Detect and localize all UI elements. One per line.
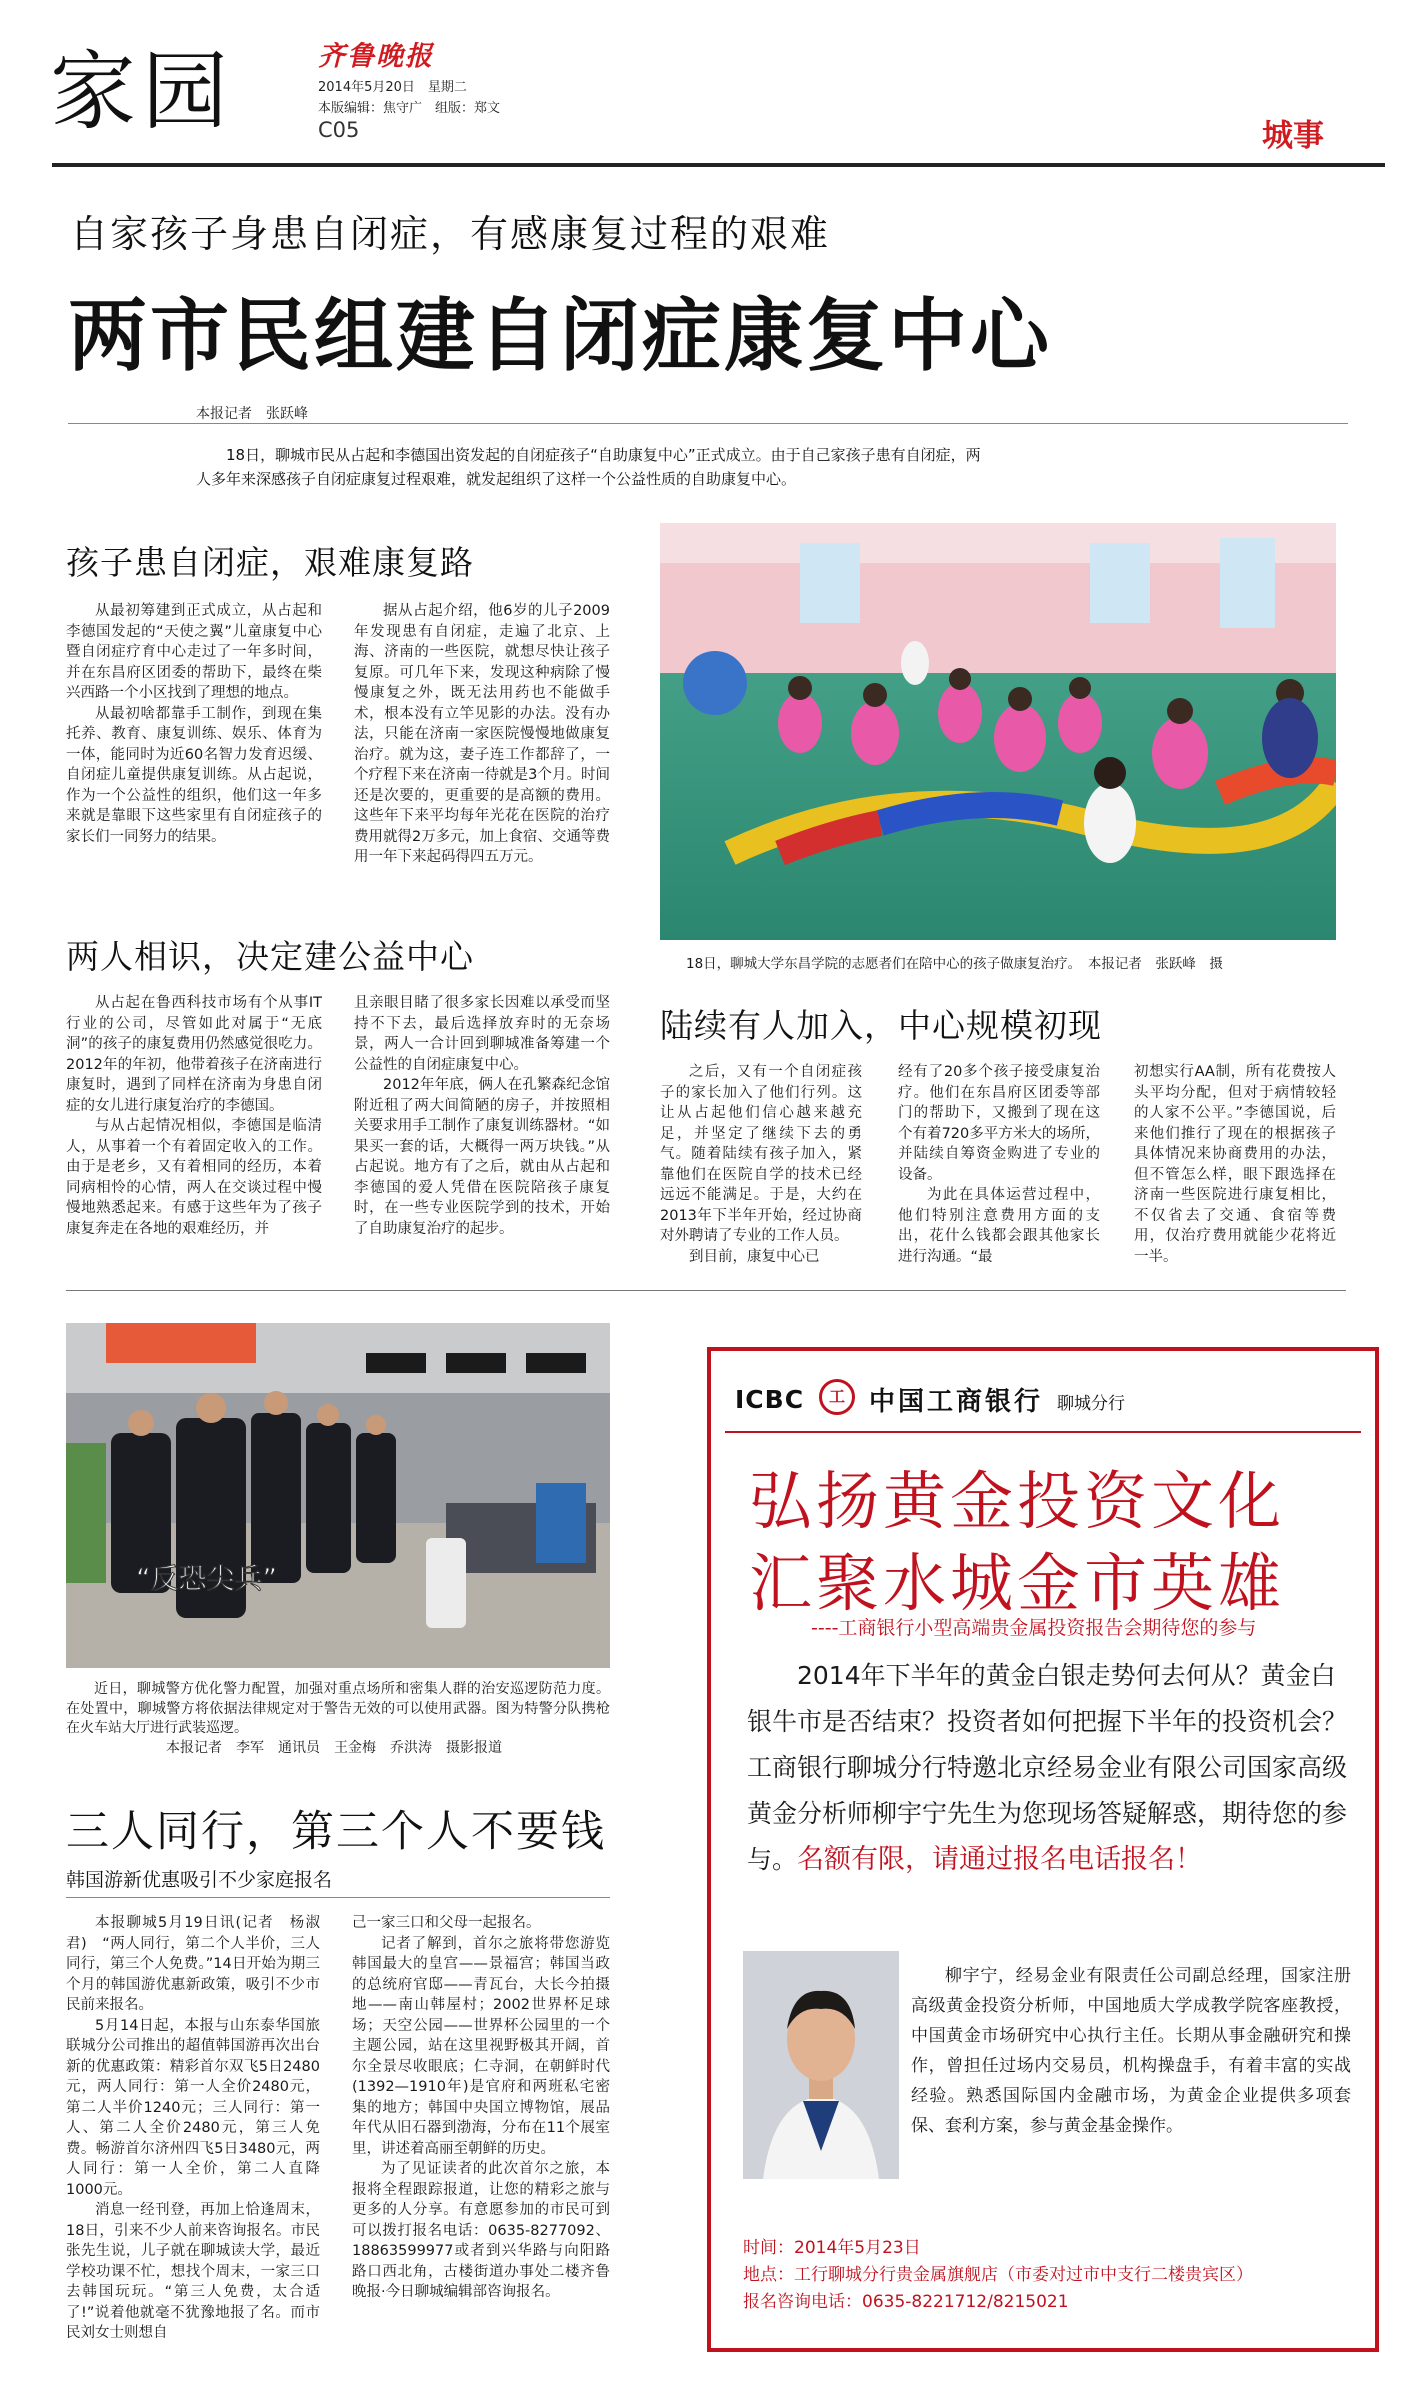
ad-title-1: 弘扬黄金投资文化 (749, 1465, 1285, 1538)
icbc-ad (707, 1347, 1379, 2352)
sub2-col-1 (66, 993, 322, 1239)
sub1-col-2 (354, 601, 610, 868)
event-info (743, 2235, 1373, 2316)
weekday-text: 星期二 (427, 80, 467, 95)
paper-logo: 齐鲁晚报 (318, 41, 434, 72)
paragraph: 为了见证读者的此次首尔之旅，本报将全程跟踪报道，让您的精彩之旅与更多的人分享。有意愿参加的市民可到可以拨打报名电话：0635-8277092、18863599977或者到兴华路与向阳路路口西北角，古楼街道办事处二楼齐鲁晚报·今日聊城编辑部咨询报名。 (352, 2161, 610, 2300)
paragraph: 初想实行AA制，所有花费按人头平均分配，但对于病情较轻的人家不公平。”李德国说，后来他们推行了现在的根据孩子具体情况来协商费用的办法，但不管怎么样，眼下跟选择在济南一些医院进行康复相比，不仅省去了交通、食宿等费用，仅治疗费用就能少花将近一半。 (1134, 1064, 1336, 1265)
speaker-portrait (743, 1951, 899, 2179)
subhead-1: 孩子患自闭症，艰难康复路 (66, 543, 474, 582)
photo-illustration (660, 523, 1336, 940)
column-tag: 城事 (1262, 118, 1324, 154)
paragraph: 之后，又有一个自闭症孩子的家长加入了他们行列。这让从占起他们信心越来越充足，并坚定了继续下去的勇气。随着陆续有孩子加入，紧靠他们在医院自学的技术已经远远不能满足。于是，大约在2013年下半年开始，经过协商对外聘请了专业的工作人员。 (660, 1064, 862, 1244)
ad-body-highlight: 名额有限，请通过报名电话报名！ (797, 1844, 1203, 1875)
mid-rule (66, 1290, 1346, 1291)
article1-headline: 两市民组建自闭症康复中心 (68, 290, 1052, 382)
antiterror-caption (66, 1680, 610, 1758)
photo-overlay-title: “反恐尖兵” (136, 1562, 278, 1595)
antiterror-caption-text: 近日，聊城警方优化警力配置，加强对重点场所和密集人群的治安巡逻防范力度。在处置中，聊城警方将依据法律规定对于警告无效的可以使用武器。图为特警分队携枪在火车站大厅进行武装巡逻。 (66, 1681, 610, 1736)
article2-rule (66, 1897, 610, 1898)
paragraph: 据从占起介绍，他6岁的儿子2009年发现患有自闭症，走遍了北京、上海、济南的一些医院，就想尽快让孩子复原。可几年下来，发现这种病除了慢慢康复之外，既无法用药也不能做手术，根本没有立竿见影的办法。没有办法，只能在济南一家医院慢慢地做康复治疗。就为这，妻子连工作都辞了，一个疗程下来在济南一待就是3个月。时间还是次要的，更重要的是高额的费用。这些年下来平均每年光花在医院的治疗费用就得2万多元，加上食宿、交通等费用一年下来起码得四五万元。 (354, 603, 610, 865)
paragraph: 经有了20多个孩子接受康复治疗。他们在东昌府区团委等部门的帮助下，又搬到了现在这个有着720多平方米大的场所，并陆续自筹资金购进了专业的设备。 (898, 1064, 1100, 1183)
ad-body (747, 1653, 1347, 1883)
icbc-logo: ICBC (735, 1385, 805, 1414)
antiterror-credit: 本报记者 李军 通讯员 王金梅 乔洪涛 摄影报道 (166, 1739, 502, 1756)
paragraph: 消息一经刊登，再加上恰逢周末，18日，引来不少人前来咨询报名。市民张先生说，儿子就在聊城读大学，最近学校功课不忙，想找个周末，一家三口去韩国玩玩。“第三人免费，太合适了!”说着他就毫不犹豫地报了名。而市民刘女士则想自 (66, 2202, 320, 2341)
paragraph: 为此在具体运营过程中，他们特别注意费用方面的支出，花什么钱都会跟其他家长进行沟通。“最 (898, 1187, 1100, 1265)
sub1-col-1 (66, 601, 322, 847)
article2-col-2 (352, 1913, 610, 2303)
page-number: C05 (318, 118, 360, 142)
subhead-2: 两人相识，决定建公益中心 (66, 937, 474, 976)
antiterror-illustration (66, 1323, 610, 1668)
paragraph: 从占起在鲁西科技市场有个从事IT行业的公司，尽管如此对属于“无底洞”的孩子的康复费用仍然感觉很吃力。2012年的年初，他带着孩子在济南进行康复时，遇到了同样在济南为身患自闭症的女儿进行康复治疗的李德国。 (66, 995, 322, 1114)
event-venue: 地点：工行聊城分行贵金属旗舰店（市委对过市中支行二楼贵宾区） (743, 2265, 1253, 2285)
ad-header-rule (725, 1431, 1361, 1433)
sub2-col-2 (354, 993, 610, 1239)
paragraph: 从最初啥都靠手工制作，到现在集托养、教育、康复训练、娱乐、体育为一体，能同时为近60名智力发育迟缓、自闭症儿童提供康复训练。从占起说，作为一个公益性的组织，他们这一年多来就是靠眼下这些家里有自闭症孩子的家长们一同努力的结果。 (66, 705, 322, 845)
article2-headline: 三人同行，第三个人不要钱 (66, 1807, 606, 1857)
event-phone: 报名咨询电话：0635-8221712/8215021 (743, 2292, 1069, 2312)
subhead-3: 陆续有人加入，中心规模初现 (660, 1006, 1102, 1045)
paragraph: 己一家三口和父母一起报名。 (352, 1915, 541, 1931)
headline-rule (68, 423, 1348, 424)
bank-name: 中国工商银行 (869, 1387, 1044, 1417)
speaker-bio: 柳宇宁，经易金业有限责任公司副总经理，国家注册高级黄金投资分析师，中国地质大学成教学院客座教授，中国黄金市场研究中心执行主任。长期从事金融研究和操作，曾担任过场内交易员，机构操盘手，有着丰富的实战经验。熟悉国际国内金融市场，为黄金企业提供多项套保、套利方案，参与黄金基金操作。 (911, 1966, 1351, 2136)
masthead-rule (52, 163, 1385, 167)
paragraph: 2012年年底，俩人在孔繁森纪念馆附近租了两大间简陋的房子，并按照相关要求用手工制作了康复训练器材。“如果买一套的话，大概得一两万块钱。”从占起说。地方有了之后，就由从占起和李德国的爱人凭借在医院陪孩子康复时，在一些专业医院学到的技术，开始了自助康复治疗的起步。 (354, 1077, 610, 1237)
ad-title-2: 汇聚水城金市英雄 (749, 1547, 1285, 1620)
paragraph: 与从占起情况相似，李德国是临清人，从事着一个有着固定收入的工作。由于是老乡，又有着相同的经历，本着同病相怜的心情，两人在交谈过程中慢慢地熟悉起来。有感于这些年为了孩子康复奔走在各地的艰难经历，并 (66, 1118, 322, 1237)
article2-subhead: 韩国游新优惠吸引不少家庭报名 (66, 1869, 333, 1891)
article1-lead (196, 443, 1196, 491)
icbc-emblem-icon: 工 (819, 1379, 855, 1415)
sub3-col-3 (1134, 1062, 1336, 1267)
ad-body-text: 2014年下半年的黄金白银走势何去何从？黄金白银牛市是否结束？投资者如何把握下半年的投资机会？工商银行聊城分行特邀北京经易金业有限公司国家高级黄金分析师柳宇宁先生为您现场答疑解惑，期待您的参与。 (747, 1661, 1348, 1874)
antiterror-photo (66, 1323, 610, 1668)
article1-byline: 本报记者 张跃峰 (196, 406, 308, 422)
sub3-col-2 (898, 1062, 1100, 1267)
sub3-col-1 (660, 1062, 862, 1267)
editors-line: 本版编辑：焦守广 组版：郑文 (318, 101, 501, 116)
issue-date (318, 76, 467, 95)
article2-col-1 (66, 1913, 320, 2344)
paragraph: 5月14日起，本报与山东泰华国旅联城分公司推出的超值韩国游再次出台新的优惠政策：精彩首尔双飞5日2480元，两人同行：第一人全价2480元，第二人半价1240元；三人同行：第一人、第二人全价2480元，第三人免费。畅游首尔济州四飞5日3480元，两人同行：第一人全价，第二人直降1000元。 (66, 2017, 320, 2198)
section-name: 家园 (50, 42, 234, 142)
autism-center-photo (660, 523, 1336, 940)
article1-kicker: 自家孩子身患自闭症，有感康复过程的艰难 (70, 212, 831, 256)
ad-subtitle: ----工商银行小型高端贵金属投资报告会期待您的参与 (811, 1617, 1257, 1639)
paragraph: 从最初筹建到正式成立，从占起和李德国发起的“天使之翼”儿童康复中心暨自闭症疗育中心走过了一年多时间，并在东昌府区团委的帮助下，最终在柴兴西路一个小区找到了理想的地点。 (66, 603, 322, 701)
paragraph: 且亲眼目睹了很多家长因难以承受而坚持不下去，最后选择放弃时的无奈场景，两人一合计回到聊城准备筹建一个公益性的自闭症康复中心。 (354, 995, 610, 1073)
paragraph: 到目前，康复中心已 (689, 1248, 820, 1265)
paragraph: 记者了解到，首尔之旅将带您游览韩国最大的皇宫——景福宫；韩国当政的总统府官邸——青瓦台，大长今拍摄地——南山韩屋村；2002世界杯足球场；天空公园——世界杯公园里的一个主题公园，站在这里视野极其开阔，首尔全景尽收眼底；仁寺洞，在朝鲜时代(1392—1910年)是官府和两班私宅密集的地方；韩国中央国立博物馆，展品年代从旧石器到渤海，分布在11个展室里，讲述着高丽至朝鲜的历史。 (352, 1935, 610, 2157)
speaker-photo (743, 1951, 899, 2179)
lead-line-1: 18日，聊城市民从占起和李德国出资发起的自闭症孩子“自助康复中心”正式成立。由于自己家孩子患有自闭症，两 (226, 446, 981, 464)
branch-name: 聊城分行 (1057, 1394, 1125, 1414)
paragraph: 本报聊城5月19日讯(记者 杨淑君) “两人同行，第二个人半价，三人同行，第三个人免费。”14日开始为期三个月的韩国游优惠新政策，吸引不少市民前来报名。 (66, 1915, 320, 2013)
event-time: 时间：2014年5月23日 (743, 2238, 921, 2258)
lead-line-2: 人多年来深感孩子自闭症康复过程艰难，就发起组织了这样一个公益性质的自助康复中心。 (196, 470, 797, 488)
autism-photo-caption: 18日，聊城大学东昌学院的志愿者们在陪中心的孩子做康复治疗。 本报记者 张跃峰 摄 (686, 956, 1223, 972)
date-text: 2014年5月20日 (318, 80, 415, 95)
